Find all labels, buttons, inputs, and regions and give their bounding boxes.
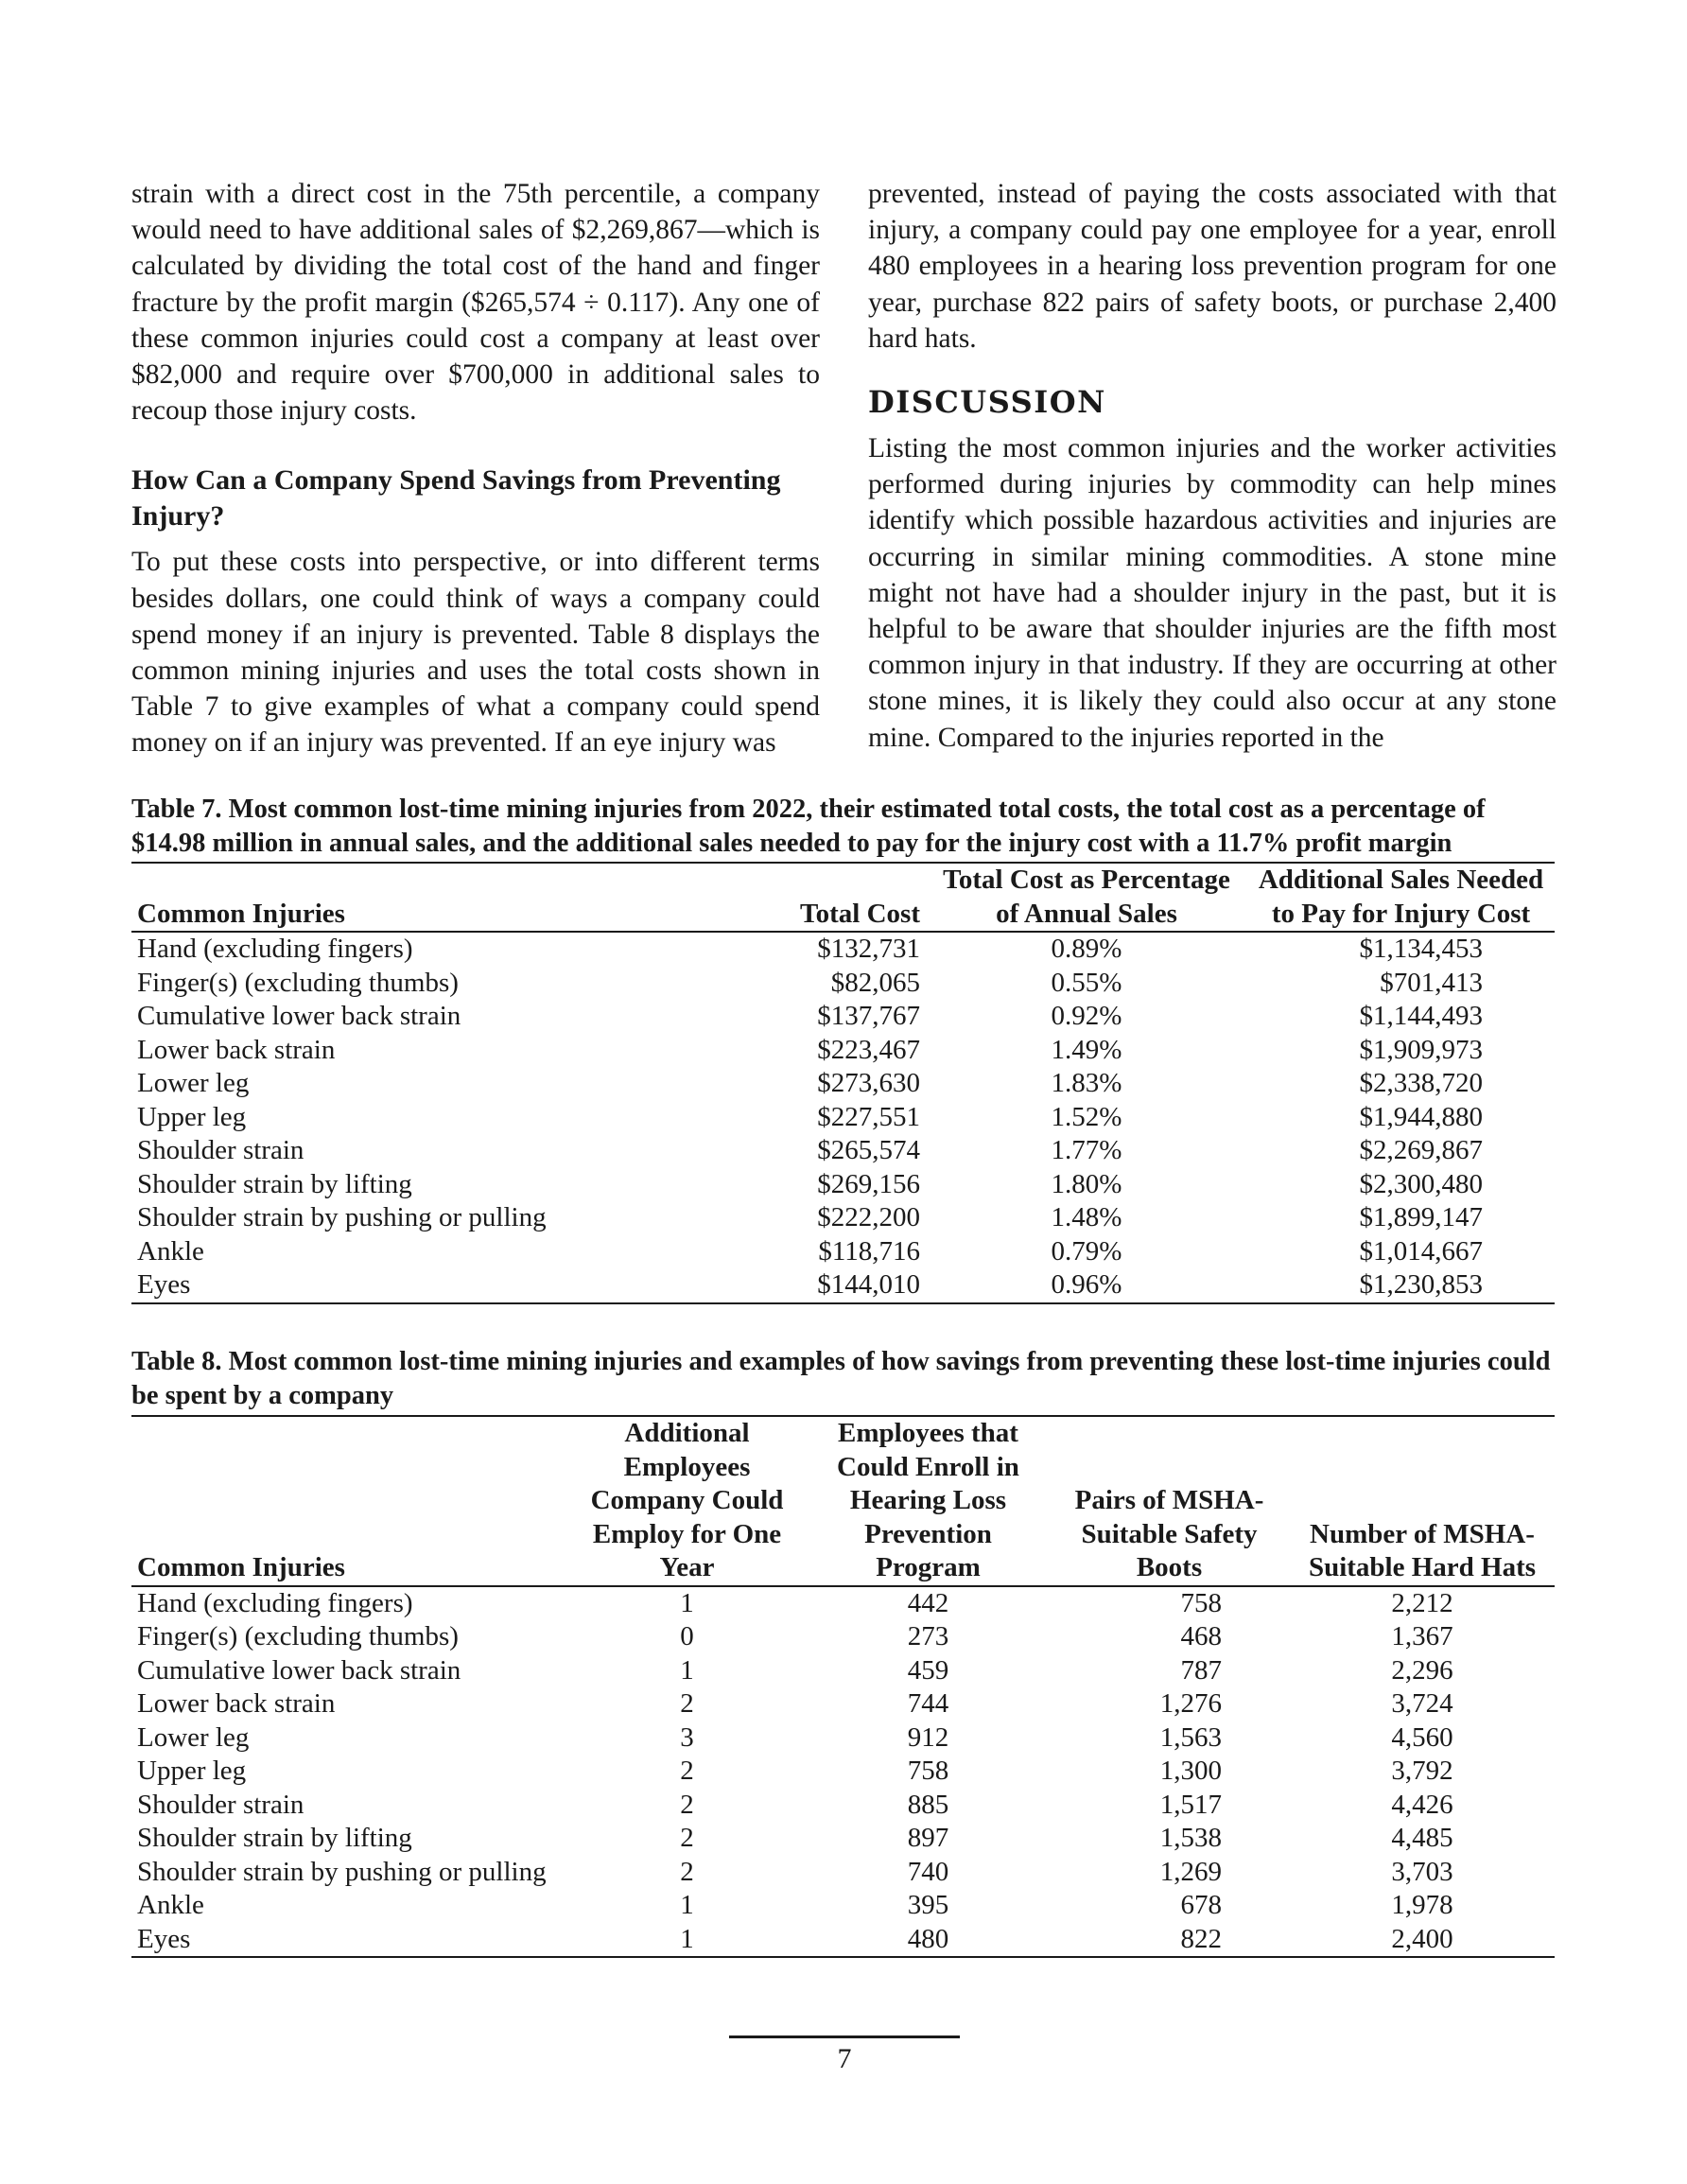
table8-cell: 1,367 xyxy=(1391,1621,1453,1651)
table8-cell: Hand (excluding fingers) xyxy=(137,1587,413,1618)
table8-cell: 1,563 xyxy=(1159,1721,1222,1753)
table7-row xyxy=(131,1101,1555,1135)
right-paragraph-1: prevented, instead of paying the costs associated with that injury, a company could pay one employee for a year, enroll 480 employees in a hearing loss prevention program for one year, purchase 822 pairs of safety boots, or purchase 2,400 hard hats. xyxy=(868,179,1557,354)
table8-cell: 2 xyxy=(680,1688,694,1719)
table7-row xyxy=(131,932,1555,967)
table7-cell: $1,909,973 xyxy=(1359,1034,1483,1065)
table7-cell: 0.96% xyxy=(1051,1269,1122,1300)
footer-rule xyxy=(729,2035,960,2038)
table7-row xyxy=(131,1268,1555,1303)
table8-cell: 480 xyxy=(907,1923,949,1954)
table7-cell: $132,731 xyxy=(817,934,920,964)
table8-header-injury: Common Injuries xyxy=(137,1552,345,1582)
table8-cell: 822 xyxy=(1180,1923,1222,1954)
section-heading-discussion: DISCUSSION xyxy=(868,384,1106,421)
table8-row xyxy=(131,1620,1555,1654)
table8-cell: 3,724 xyxy=(1391,1688,1453,1719)
table7-cell: Cumulative lower back strain xyxy=(137,1001,461,1031)
table8-row xyxy=(131,1755,1555,1789)
table7-cell: $223,467 xyxy=(817,1034,920,1065)
table7-cell: 1.80% xyxy=(1051,1168,1122,1199)
table8-cell: 1 xyxy=(680,1923,694,1954)
table7-cell: $265,574 xyxy=(817,1135,920,1165)
table8-cell: 758 xyxy=(907,1756,949,1786)
table8-cell: 4,560 xyxy=(1391,1721,1453,1753)
table7-cell: 0.79% xyxy=(1051,1235,1122,1267)
table8-cell: 4,426 xyxy=(1391,1789,1453,1820)
table8-cell: 1 xyxy=(680,1654,694,1686)
left-paragraph-1: strain with a direct cost in the 75th percentile, a company would need to have additional sales of $2,269,867—which is calculated by dividing the total cost of the hand and finger fracture by the profit margin ($265,574 ÷ 0.117). Any one of these common injuries could cost a company at least over $82,000 and require over $700,000 in additional sales to recoup those injury costs. xyxy=(131,179,820,427)
table8-cell: 1 xyxy=(680,1587,694,1618)
left-column xyxy=(131,176,820,761)
table7-cell: 1.48% xyxy=(1051,1202,1122,1232)
table8-cell: 2 xyxy=(680,1856,694,1887)
table8-cell: Ankle xyxy=(137,1890,204,1920)
table8-cell: 1,517 xyxy=(1159,1789,1222,1820)
right-paragraph-2: Listing the most common injuries and the worker activities performed during injuries by commodity can help mines identify which possible hazardous activities and injuries are occurring in similar mining commodities. A stone mine might not have had a shoulder injury in the past, but it is helpful to be aware that shoulder injuries are the fifth most common injury in that industry. If they are occurring at other stone mines, it is likely they could also occur at any stone mine. Compared to the injuries reported in the xyxy=(868,433,1557,753)
table7-cell: $1,144,493 xyxy=(1359,1001,1483,1031)
table8-cell: 1,276 xyxy=(1159,1688,1222,1719)
table7-cell: Finger(s) (excluding thumbs) xyxy=(137,967,459,998)
table8-cell: Shoulder strain by pushing or pulling xyxy=(137,1856,547,1887)
table7-cell: $82,065 xyxy=(830,967,920,998)
table7-cell: Shoulder strain by pushing or pulling xyxy=(137,1202,547,1232)
table7-cell: 1.49% xyxy=(1051,1034,1122,1065)
table8-row xyxy=(131,1687,1555,1721)
table8-cell: 459 xyxy=(907,1654,949,1686)
table7-header-percent: Total Cost as Percentage of Annual Sales xyxy=(943,865,1230,929)
table8-cell: 468 xyxy=(1180,1621,1222,1651)
table8-cell: 2 xyxy=(680,1756,694,1786)
table8-cell: 2 xyxy=(680,1823,694,1853)
table8-cell: 758 xyxy=(1180,1587,1222,1618)
table8-cell: Cumulative lower back strain xyxy=(137,1654,461,1686)
table7 xyxy=(131,862,1555,1304)
table8-cell: 1,538 xyxy=(1159,1823,1222,1853)
table8-cell: 2,296 xyxy=(1391,1654,1453,1686)
table7-cell: $1,014,667 xyxy=(1359,1235,1483,1267)
table7-cell: $144,010 xyxy=(817,1269,920,1300)
table8-cell: 1,269 xyxy=(1159,1856,1222,1887)
page-number: 7 xyxy=(837,2043,852,2074)
table7-row xyxy=(131,1034,1555,1068)
table8-row xyxy=(131,1586,1555,1621)
table8-row xyxy=(131,1822,1555,1856)
table7-cell: $2,269,867 xyxy=(1359,1135,1483,1165)
table8-cell: 2,400 xyxy=(1391,1923,1453,1954)
right-column xyxy=(868,176,1557,756)
table8-cell: 2,212 xyxy=(1391,1587,1453,1618)
table7-cell: $137,767 xyxy=(817,1001,920,1031)
table7-cell: Upper leg xyxy=(137,1101,247,1132)
table8-cell: Finger(s) (excluding thumbs) xyxy=(137,1621,459,1651)
table8-cell: 3,792 xyxy=(1391,1756,1453,1786)
table7-cell: 0.92% xyxy=(1051,1001,1122,1031)
table7-cell: 1.83% xyxy=(1051,1068,1122,1098)
table8-row xyxy=(131,1789,1555,1823)
table8-row xyxy=(131,1721,1555,1756)
table7-cell: $1,944,880 xyxy=(1359,1101,1483,1132)
table8-cell: 912 xyxy=(907,1721,949,1753)
table8-cell: Lower back strain xyxy=(137,1688,336,1719)
table7-cell: $273,630 xyxy=(817,1068,920,1098)
left-paragraph-2: To put these costs into perspective, or into different terms besides dollars, one could think of ways a company could spend money if an injury is prevented. Table 8 displays the common mining injuries and uses the total costs shown in Table 7 to give examples of what a company could spend money on if an injury was prevented. If an eye injury was xyxy=(131,547,820,759)
table7-header-total-cost: Total Cost xyxy=(799,898,920,929)
table8-cell: 897 xyxy=(907,1823,949,1853)
table7-row xyxy=(131,1235,1555,1269)
table8-cell: 885 xyxy=(907,1789,949,1820)
table7-cell: $2,300,480 xyxy=(1359,1168,1483,1199)
table8-header-boots: Pairs of MSHA-Suitable Safety Boots xyxy=(1074,1485,1264,1582)
table7-row xyxy=(131,1000,1555,1034)
table8-cell: 395 xyxy=(907,1890,949,1920)
table7-cell: $701,413 xyxy=(1380,967,1483,998)
table7-header-injury: Common Injuries xyxy=(137,898,345,929)
table8-cell: 273 xyxy=(907,1621,949,1651)
table8-cell: 3 xyxy=(680,1721,694,1753)
table7-row xyxy=(131,1168,1555,1202)
table7-cell: Shoulder strain xyxy=(137,1135,304,1165)
table7-cell: Ankle xyxy=(137,1235,204,1267)
table7-cell: Lower leg xyxy=(137,1068,250,1098)
table8-cell: 1,978 xyxy=(1391,1890,1453,1920)
table8-cell: 678 xyxy=(1180,1890,1222,1920)
table8-cell: 2 xyxy=(680,1789,694,1820)
table8-header-employees: Additional Employees Company Could Employ for One Year xyxy=(590,1418,784,1582)
table8-header-hard-hats: Number of MSHA-Suitable Hard Hats xyxy=(1308,1518,1537,1582)
table8-row xyxy=(131,1856,1555,1890)
table7-cell: $1,230,853 xyxy=(1359,1269,1483,1300)
table8-cell: Shoulder strain xyxy=(137,1789,304,1820)
table8-cell: Eyes xyxy=(137,1923,191,1954)
table7-header-sales: Additional Sales Needed to Pay for Injury Cost xyxy=(1258,865,1544,929)
table8-cell: 4,485 xyxy=(1391,1823,1453,1853)
table7-cell: Shoulder strain by lifting xyxy=(137,1168,412,1199)
table7-header-row xyxy=(131,863,1555,932)
table7-cell: Hand (excluding fingers) xyxy=(137,934,413,964)
table8-header-hearing: Employees that Could Enroll in Hearing Loss Prevention Program xyxy=(837,1418,1019,1582)
table7-cell: $269,156 xyxy=(817,1168,920,1199)
table7-cell: 1.52% xyxy=(1051,1101,1122,1132)
table7-cell: $2,338,720 xyxy=(1359,1068,1483,1098)
table8-cell: Shoulder strain by lifting xyxy=(137,1823,412,1853)
table8 xyxy=(131,1415,1555,1958)
subheading-spend-savings: How Can a Company Spend Savings from Preventing Injury? xyxy=(131,464,781,533)
table7-cell: $1,134,453 xyxy=(1359,934,1483,964)
table7-cell: 0.55% xyxy=(1051,967,1122,998)
table8-row xyxy=(131,1889,1555,1923)
table7-row xyxy=(131,1134,1555,1168)
table8-cell: 744 xyxy=(907,1688,949,1719)
table7-caption: Table 7. Most common lost-time mining injuries from 2022, their estimated total costs, the total cost as a percentage of $14.98 million in annual sales, and the additional sales needed to pay for the injury cost with a 11.7% profit margin xyxy=(131,795,1486,858)
table7-cell: Eyes xyxy=(137,1269,191,1300)
table8-row xyxy=(131,1654,1555,1688)
table8-cell: Lower leg xyxy=(137,1721,250,1753)
table8-header-row xyxy=(131,1416,1555,1586)
table7-cell: 0.89% xyxy=(1051,934,1122,964)
table8-cell: 1 xyxy=(680,1890,694,1920)
table8-cell: 787 xyxy=(1180,1654,1222,1686)
table8-row xyxy=(131,1923,1555,1958)
table8-cell: 1,300 xyxy=(1159,1756,1222,1786)
table7-cell: $1,899,147 xyxy=(1359,1202,1483,1232)
table8-caption: Table 8. Most common lost-time mining injuries and examples of how savings from preventing these lost-time injuries could be spent by a company xyxy=(131,1347,1551,1410)
table8-cell: 740 xyxy=(907,1856,949,1887)
table7-row xyxy=(131,1201,1555,1235)
table7-row xyxy=(131,967,1555,1001)
table7-cell: $118,716 xyxy=(818,1235,920,1267)
table8-cell: 3,703 xyxy=(1391,1856,1453,1887)
table8-cell: 442 xyxy=(907,1587,949,1618)
table7-cell: $222,200 xyxy=(817,1202,920,1232)
table7-row xyxy=(131,1067,1555,1101)
table8-cell: Upper leg xyxy=(137,1756,247,1786)
table8-cell: 0 xyxy=(680,1621,694,1651)
table7-cell: $227,551 xyxy=(817,1101,920,1132)
table7-cell: Lower back strain xyxy=(137,1034,336,1065)
table7-cell: 1.77% xyxy=(1051,1135,1122,1165)
